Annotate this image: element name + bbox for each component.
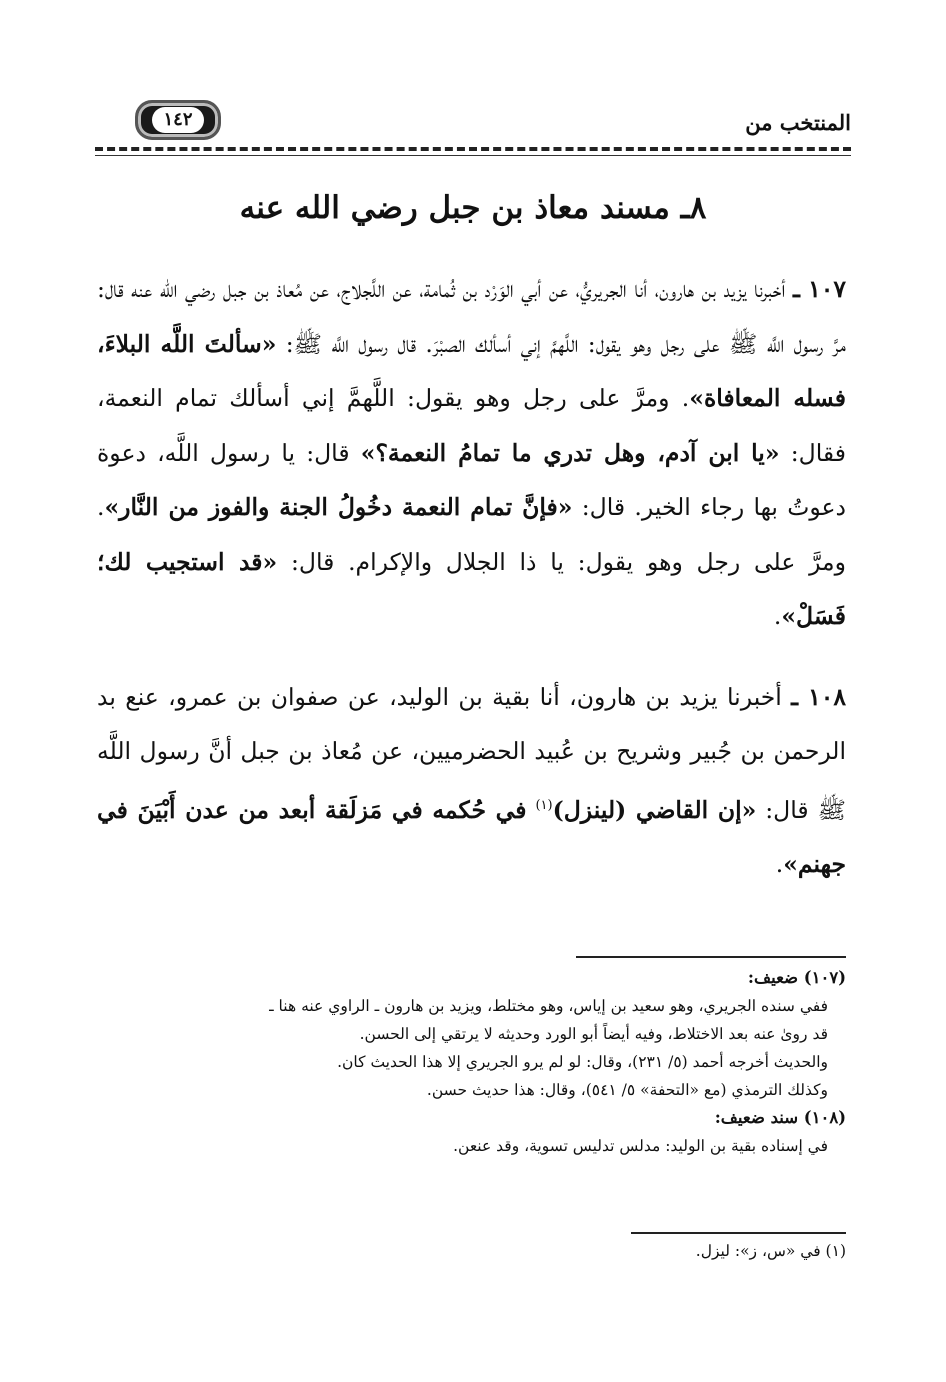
hadith-quote: «يا ابن آدم، وهل تدري ما تمامُ النعمة؟»	[360, 438, 780, 467]
hadith-quote: «سألتَ اللَّه البلاءَ، فسله المعافاة»	[97, 329, 846, 412]
page-header	[95, 98, 851, 140]
footnote-ref[interactable]: (١)	[535, 797, 553, 813]
commentary-notes	[95, 956, 846, 1160]
note-line: ففي سنده الجريري، وهو سعيد بن إياس، وهو مختلط، ويزيد بن هارون ـ الراوي عنه هنا ـ	[269, 997, 828, 1015]
page-number: ١٤٢	[152, 107, 204, 133]
note-line: وكذلك الترمذي (مع «التحفة» ٥/ ٥٤١)، وقال: هذا حديث حسن.	[426, 1081, 828, 1099]
footnote-separator	[631, 1232, 846, 1234]
hadith-number: ١٠٧ ـ	[793, 275, 846, 303]
hadith-text: . ومرَّ على رجل وهو يقول: اللَّهمَّ إني أسألك تمام النعمة، فقال:	[97, 384, 846, 467]
hadith-107	[97, 262, 846, 644]
note-heading-108: (١٠٨) سند ضعيف:	[714, 1108, 846, 1127]
note-heading-107: (١٠٧) ضعيف:	[747, 968, 846, 987]
hadith-quote: في حُكمه في مَزلَقة أبعد من عدن أَبْيَنَ في جهنم»	[97, 795, 846, 878]
hadith-text: .	[773, 602, 782, 630]
hadith-text: . ومرَّ على رجل وهو يقول: يا ذا الجلال والإكرام. قال:	[97, 493, 846, 576]
hadith-text: أخبرنا يزيد بن هارون، أنا بقية بن الوليد، عن صفوان بن عمرو، عنع بد الرحمن بن جُبير وشريح بن عُبيد الحضرميين، عن مُعاذ بن جبل أنَّ رسول اللَّه ﷺ قال:	[97, 682, 846, 824]
running-title: المنتخب من	[745, 110, 851, 135]
note-line: والحديث أخرجه أحمد (٥/ ٢٣١)، وقال: لو لم يرو الجريري إلا هذا الحديث كان.	[337, 1053, 828, 1071]
hadith-text: قال: يا رسول اللَّه، دعوة دعوتُ بها رجاء الخير. قال:	[97, 438, 846, 521]
header-divider-dashed	[95, 147, 851, 151]
hadith-number: ١٠٨ ـ	[791, 682, 846, 711]
hadith-108	[97, 670, 846, 892]
footnotes	[95, 1232, 846, 1260]
note-line: في إسناده بقية بن الوليد: مدلس تدليس تسوية، وقد عنعن.	[453, 1137, 828, 1155]
page-number-badge	[135, 100, 221, 140]
main-text	[97, 262, 846, 891]
hadith-text: أخبرنا يزيد بن هارون، أنا الجريريُّ، عن أبي الوَرْد بن ثُمامة، عن اللَّجلاج، عن مُعاذ بن جبل رضي الله عنه قال: مرَّ رسول اللَّه ﷺ على رجل وهو يقول: اللَّهمَّ إني أسألك الصبْرَ. قال رسول اللَّه ﷺ:	[97, 275, 846, 358]
header-divider-thin	[95, 155, 851, 156]
hadith-text: .	[775, 849, 784, 878]
footnote-1: (١) في «س، ز»: ليزل.	[695, 1242, 846, 1260]
hadith-quote: «قد استجيب لك؛ فَسَلْ»	[97, 547, 846, 630]
hadith-quote: «فإنَّ تمام النعمة دخُولُ الجنة والفوز من النَّار»	[104, 493, 573, 521]
hadith-quote: «إن القاضي (لينزل)	[552, 795, 757, 824]
notes-separator	[576, 956, 846, 958]
section-title: ٨ـ مسند معاذ بن جبل رضي الله عنه	[239, 190, 707, 226]
note-line: قد روىٰ عنه بعد الاختلاط، وفيه أيضاً أبو الورد وحديثه لا يرتقي إلى الحسن.	[359, 1025, 828, 1043]
